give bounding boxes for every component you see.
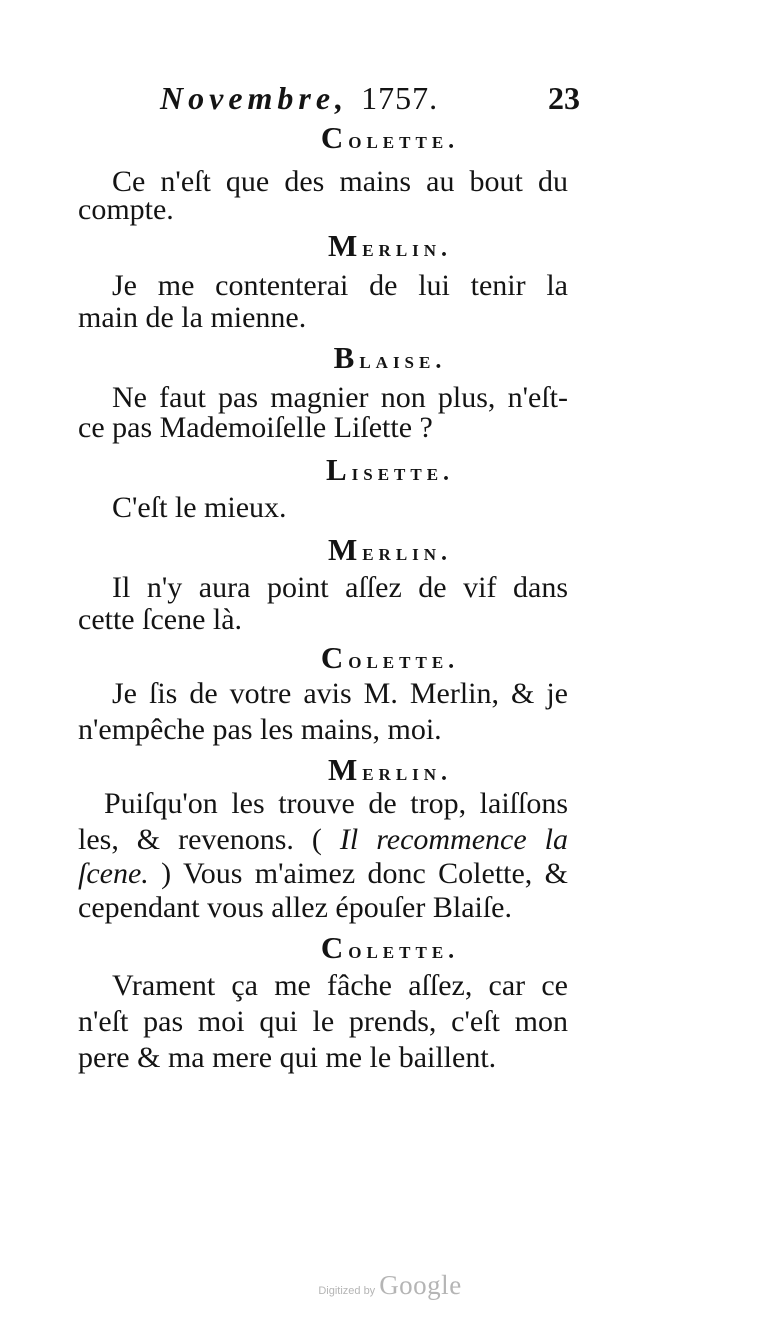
google-logo: Google: [379, 1270, 462, 1300]
header-month-year: Novembre, 1757.: [160, 80, 439, 116]
dialogue-line: Puiſqu'on les trouve de trop, laiſſons: [104, 787, 568, 820]
dialogue-line: n'empêche pas les mains, moi.: [78, 713, 442, 746]
dialogue-line: Ne faut pas magnier non plus, n'eſt-: [112, 381, 568, 414]
page-number: 23: [548, 80, 580, 116]
running-header: [150, 80, 580, 124]
dialogue-line: Je me contenterai de lui tenir la: [112, 269, 568, 302]
dialogue-line: cependant vous allez épouſer Blaiſe.: [78, 891, 512, 924]
dialogue-line: main de la mienne.: [78, 301, 307, 334]
dialogue-line: Ce n'eſt que des mains au bout du: [112, 165, 568, 198]
dialogue-line: Vrament ça me fâche aſſez, car ce: [112, 969, 568, 1002]
stage-direction: ſcene.: [78, 857, 149, 890]
dialogue-line: Il n'y aura point aſſez de vif dans: [112, 571, 568, 604]
dialogue-line: ſcene. ) Vous m'aimez donc Colette, &: [78, 857, 568, 890]
stage-direction: Il recommence la: [339, 823, 568, 856]
speaker-merlin: Merlin.: [327, 752, 453, 787]
speaker-lisette: Lisette.: [325, 452, 455, 487]
speaker-colette: Colette.: [320, 640, 460, 675]
dialogue-line: ce pas Mademoiſelle Liſette ?: [78, 411, 433, 444]
dialogue-line: pere & ma mere qui me le baillent.: [78, 1041, 497, 1074]
dialogue-line: compte.: [78, 193, 174, 226]
speaker-blaise: Blaise.: [333, 340, 447, 375]
dialogue-line: n'eſt pas moi qui le prends, c'eſt mon: [78, 1005, 568, 1038]
speaker-merlin: Merlin.: [327, 228, 453, 263]
dialogue-line: les, & revenons. ( Il recommence la: [78, 823, 568, 856]
dialogue-line: Je ſis de votre avis M. Merlin, & je: [112, 677, 568, 710]
speaker-merlin: Merlin.: [327, 532, 453, 567]
dialogue-line: C'eſt le mieux.: [112, 491, 287, 524]
digitization-watermark: Digitized by Google: [318, 1270, 462, 1300]
speaker-colette: Colette.: [320, 120, 460, 155]
speaker-colette: Colette.: [320, 930, 460, 965]
dialogue-line: cette ſcene là.: [78, 603, 243, 636]
